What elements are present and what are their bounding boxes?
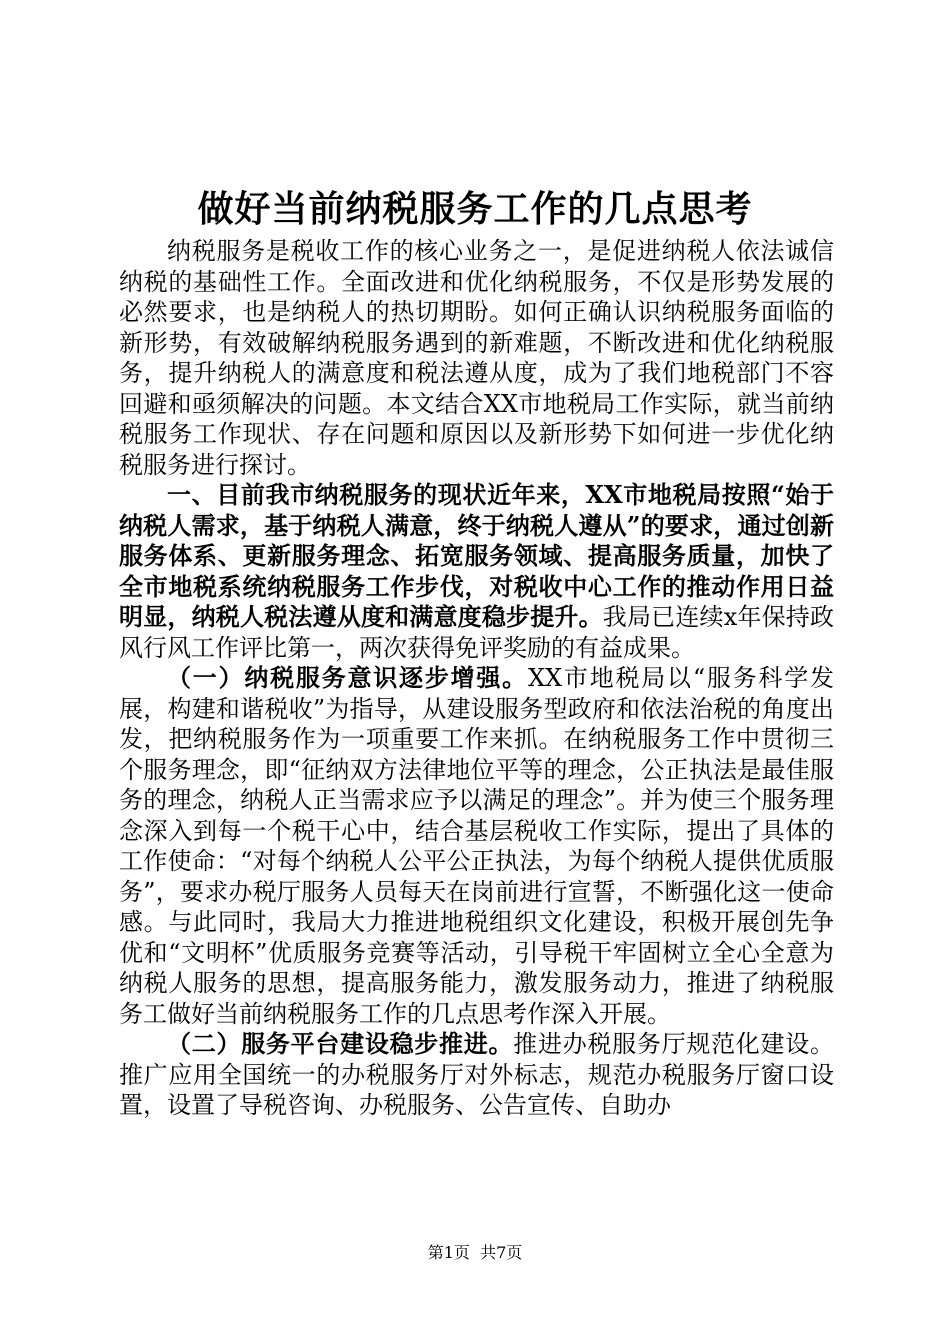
paragraph-subsection-2 <box>119 1029 834 1121</box>
document-body <box>119 236 834 1121</box>
page-footer <box>0 1243 950 1263</box>
subsection-heading: （一）纳税服务意识逐步增强。 <box>167 663 528 692</box>
paragraph-text: 我局已连续x年保持政风行风工作评比第一，两次获得免评奖励的有益成果。 <box>119 603 834 662</box>
paragraph-intro <box>119 236 834 480</box>
subsection-heading: （二）服务平台建设稳步推进。 <box>167 1029 514 1058</box>
paragraph-section-1 <box>119 480 834 663</box>
paragraph-text: XX市地税局以“服务科学发展，构建和谐税收”为指导，从建设服务型政府和依法治税的角度出发，把纳税服务作为一项重要工作来抓。在纳税服务工作中贯彻三个服务理念，即“征纳双方法律地位平等的理念，公正执法是最佳服务的理念，纳税人正当需求应予以满足的理念”。并为使三个服务理念深入到每一个税干心中，结合基层税收工作实际，提出了具体的工作使命：“对每个纳税人公平公正执法，为每个纳税人提供优质服务”，要求办税厅服务人员每天在岗前进行宣誓，不断强化这一使命感。与此同时，我局大力推进地税组织文化建设，积极开展创先争优和“文明杯”优质服务竞赛等活动，引导税干牢固树立全心全意为纳税人服务的思想，提高服务能力，激发服务动力，推进了纳税服务工做好当前纳税服务工作的几点思考作深入开展。 <box>119 664 834 1028</box>
paragraph-subsection-1 <box>119 663 834 1029</box>
page-number: 第1页 共7页 <box>427 1243 523 1262</box>
section-heading: 一、目前我市纳税服务的现状近年来，XX市地税局按照“始于纳税人需求，基于纳税人满意，终于纳税人遵从”的要求，通过创新服务体系、更新服务理念、拓宽服务领域、提高服务质量，加快了全市地税系统纳税服务工作步伐，对税收中心工作的推动作用日益明显，纳税人税法遵从度和满意度稳步提升。 <box>119 480 834 631</box>
paragraph-text: 推进办税服务厅规范化建设。推广应用全国统一的办税服务厅对外标志，规范办税服务厅窗口设置，设置了导税咨询、办税服务、公告宣传、自助办 <box>119 1030 835 1119</box>
paragraph-text: 纳税服务是税收工作的核心业务之一，是促进纳税人依法诚信纳税的基础性工作。全面改进和优化纳税服务，不仅是形势发展的必然要求，也是纳税人的热切期盼。如何正确认识纳税服务面临的新形势，有效破解纳税服务遇到的新难题，不断改进和优化纳税服务，提升纳税人的满意度和税法遵从度，成为了我们地税部门不容回避和亟须解决的问题。本文结合XX市地税局工作实际，就当前纳税服务工作现状、存在问题和原因以及新形势下如何进一步优化纳税服务进行探讨。 <box>119 237 834 479</box>
document-title: 做好当前纳税服务工作的几点思考 <box>197 188 753 230</box>
